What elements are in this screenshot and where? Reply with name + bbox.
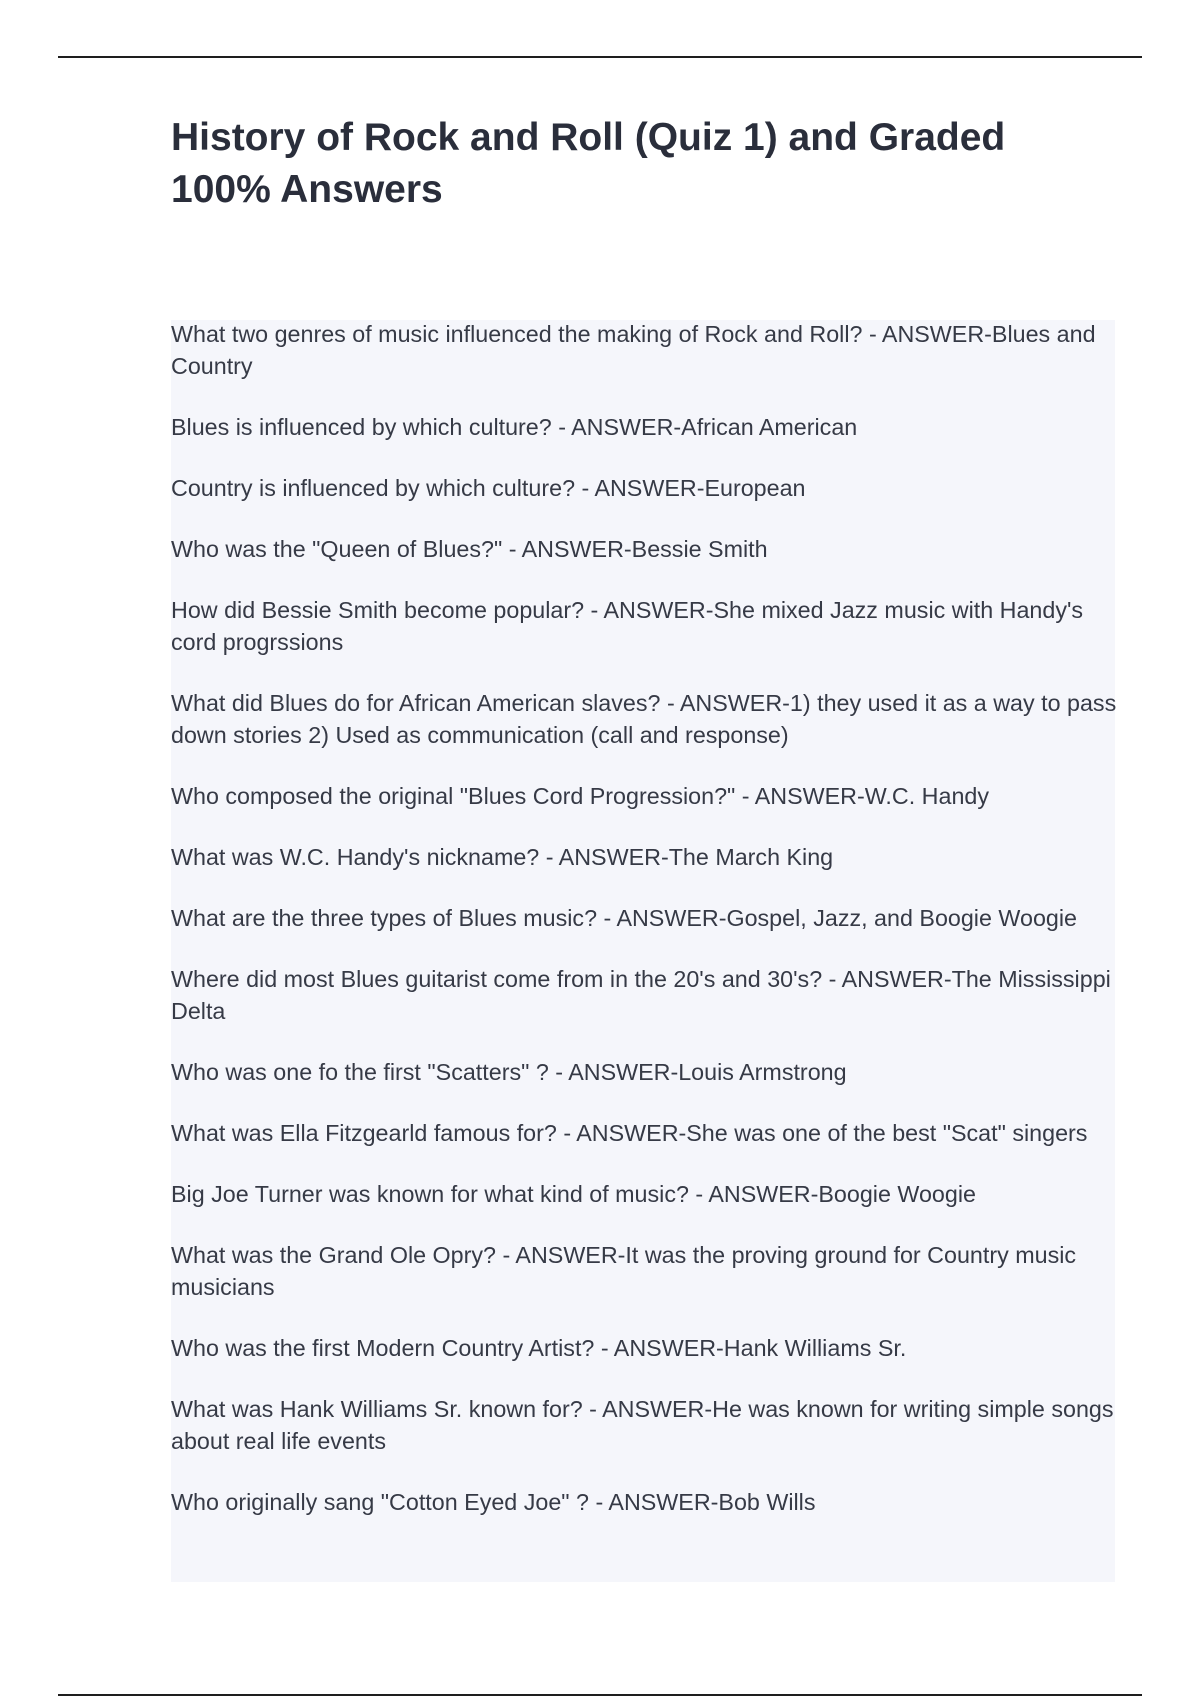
qa-item: Blues is influenced by which culture? - ANSWER-African American xyxy=(171,414,858,440)
qa-item: What are the three types of Blues music? - ANSWER-Gospel, Jazz, and Boogie Woogie xyxy=(171,905,1077,931)
qa-item: What was the Grand Ole Opry? - ANSWER-It was the proving ground for Country music musicians xyxy=(171,1242,1077,1300)
page-title: History of Rock and Roll (Quiz 1) and Graded 100% Answers xyxy=(171,116,1006,211)
qa-item: Who was the first Modern Country Artist? - ANSWER-Hank Williams Sr. xyxy=(171,1335,907,1361)
qa-item: Country is influenced by which culture? - ANSWER-European xyxy=(171,475,806,501)
qa-item: Big Joe Turner was known for what kind of music? - ANSWER-Boogie Woogie xyxy=(171,1181,976,1207)
qa-item: What was Hank Williams Sr. known for? - ANSWER-He was known for writing simple songs about real life events xyxy=(171,1396,1114,1454)
qa-list xyxy=(171,318,1121,1547)
qa-item: What did Blues do for African American slaves? - ANSWER-1) they used it as a way to pass down stories 2) Used as communication (call and response) xyxy=(171,690,1117,748)
qa-item: Who was one fo the first "Scatters" ? - ANSWER-Louis Armstrong xyxy=(171,1059,847,1085)
top-divider xyxy=(58,56,1142,58)
qa-item: What was Ella Fitzgearld famous for? - ANSWER-She was one of the best "Scat" singers xyxy=(171,1120,1088,1146)
qa-item: How did Bessie Smith become popular? - ANSWER-She mixed Jazz music with Handy's cord progrssions xyxy=(171,597,1084,655)
qa-item: Who was the "Queen of Blues?" - ANSWER-Bessie Smith xyxy=(171,536,768,562)
qa-item: Where did most Blues guitarist come from in the 20's and 30's? - ANSWER-The Mississippi Delta xyxy=(171,966,1111,1024)
bottom-divider xyxy=(58,1694,1142,1696)
qa-item: What two genres of music influenced the making of Rock and Roll? - ANSWER-Blues and Country xyxy=(171,321,1096,379)
qa-item: Who composed the original "Blues Cord Progression?" - ANSWER-W.C. Handy xyxy=(171,783,990,809)
qa-item: Who originally sang "Cotton Eyed Joe" ? - ANSWER-Bob Wills xyxy=(171,1489,816,1515)
qa-item: What was W.C. Handy's nickname? - ANSWER-The March King xyxy=(171,844,834,870)
